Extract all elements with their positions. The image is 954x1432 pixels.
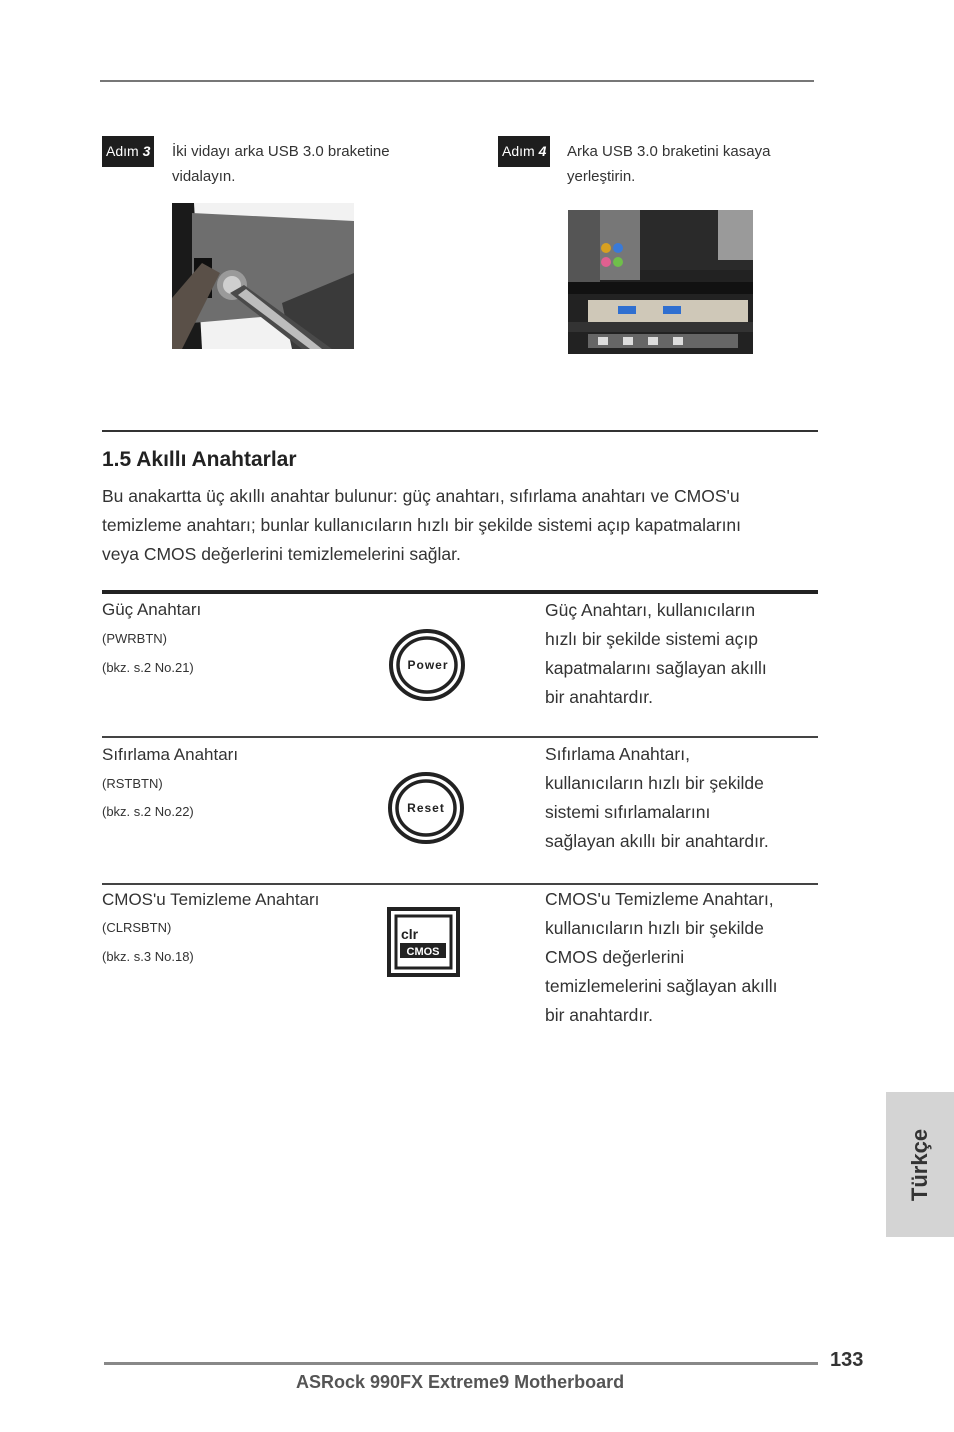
step-3-badge-number: 3	[142, 143, 151, 159]
step-4-badge	[498, 136, 550, 167]
power-switch-name: Güç Anahtarı	[102, 600, 202, 619]
power-switch-code: (PWRBTN)	[102, 631, 167, 646]
step-3-badge	[102, 136, 154, 167]
clrcmos-switch-code: (CLRSBTN)	[102, 920, 172, 935]
desc-line: hızlı bir şekilde sistemi açıp	[545, 629, 758, 649]
desc-line: sağlayan akıllı bir anahtardır.	[545, 831, 769, 851]
reset-switch-desc	[545, 740, 820, 856]
clrcmos-icon-label-top: clr	[401, 926, 419, 942]
reset-icon-label: Reset	[407, 801, 445, 815]
reset-switch-ref: (bkz. s.2 No.22)	[102, 804, 194, 819]
desc-line: CMOS'u Temizleme Anahtarı,	[545, 889, 774, 909]
desc-line: temizlemelerini sağlayan akıllı	[545, 976, 778, 996]
step-4-badge-number: 4	[538, 143, 547, 159]
footer-title: ASRock 990FX Extreme9 Motherboard	[296, 1372, 625, 1392]
step-4-text	[567, 139, 770, 189]
desc-line: sistemi sıfırlamalarını	[545, 802, 711, 822]
clrcmos-icon-label-bottom: CMOS	[406, 946, 440, 958]
desc-line: bir anahtardır.	[545, 1005, 653, 1025]
intro-line: Bu anakartta üç akıllı anahtar bulunur: güç anahtarı, sıfırlama anahtarı ve CMOS'u	[102, 486, 740, 506]
clrcmos-switch-ref: (bkz. s.3 No.18)	[102, 949, 194, 964]
step-3-text	[172, 139, 390, 189]
footer-rule	[104, 1362, 818, 1365]
step-3-text-line2: vidalayın.	[172, 168, 236, 185]
step-4-text-line1: Arka USB 3.0 braketini kasaya	[567, 143, 771, 160]
reset-switch-name: Sıfırlama Anahtarı	[102, 745, 239, 764]
step-3-badge-word: Adım	[106, 143, 139, 159]
desc-line: kullanıcıların hızlı bir şekilde	[545, 773, 764, 793]
power-switch-icon	[389, 629, 465, 701]
reset-switch-icon	[388, 772, 464, 844]
desc-line: Güç Anahtarı, kullanıcıların	[545, 600, 756, 620]
page-number: 133	[830, 1349, 864, 1371]
case-rear-io-photo	[568, 210, 753, 354]
top-rule	[100, 80, 814, 82]
screwdriver-bracket-photo	[172, 203, 354, 349]
section-rule	[102, 430, 818, 432]
language-tab-label: Türkçe	[907, 1128, 932, 1201]
intro-line: veya CMOS değerlerini temizlemelerini sağlar.	[102, 544, 461, 564]
desc-line: CMOS değerlerini	[545, 947, 685, 967]
section-title: 1.5 Akıllı Anahtarlar	[102, 448, 297, 471]
power-icon-label: Power	[407, 658, 449, 672]
step-3-text-line1: İki vidayı arka USB 3.0 braketine	[172, 143, 390, 160]
intro-line: temizleme anahtarı; bunlar kullanıcıların hızlı bir şekilde sistemi açıp kapatmalarını	[102, 515, 742, 535]
desc-line: bir anahtardır.	[545, 687, 653, 707]
desc-line: Sıfırlama Anahtarı,	[545, 744, 690, 764]
row-rule	[102, 736, 818, 738]
clrcmos-switch-desc	[545, 885, 820, 1030]
clear-cmos-switch-icon	[387, 907, 460, 977]
section-intro	[102, 482, 822, 569]
table-top-rule	[102, 590, 818, 594]
power-switch-desc	[545, 596, 820, 712]
step-4-badge-word: Adım	[502, 143, 535, 159]
reset-switch-code: (RSTBTN)	[102, 776, 163, 791]
language-tab	[886, 1092, 954, 1237]
step-4-text-line2: yerleştirin.	[567, 168, 636, 185]
power-switch-ref: (bkz. s.2 No.21)	[102, 660, 194, 675]
desc-line: kapatmalarını sağlayan akıllı	[545, 658, 767, 678]
clrcmos-switch-name: CMOS'u Temizleme Anahtarı	[102, 890, 320, 909]
desc-line: kullanıcıların hızlı bir şekilde	[545, 918, 764, 938]
